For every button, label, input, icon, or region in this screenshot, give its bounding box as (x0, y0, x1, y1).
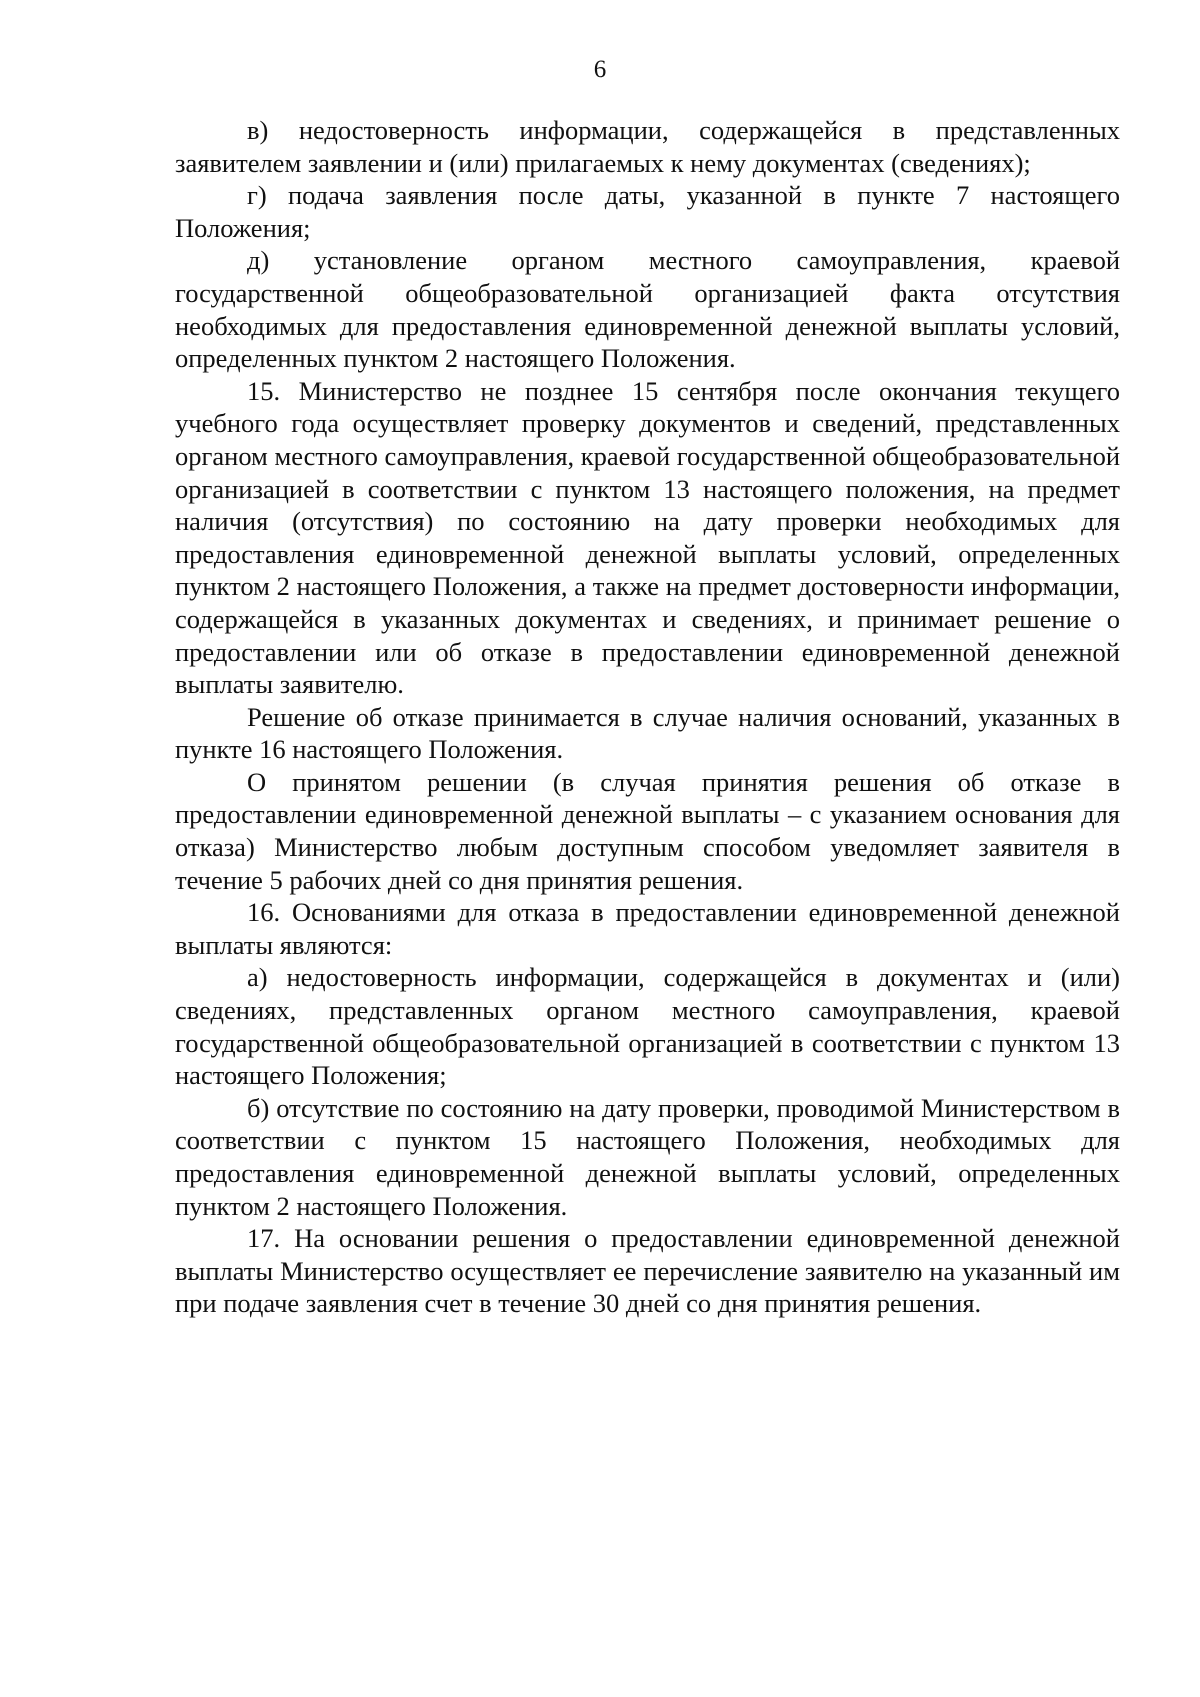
paragraph-refusal-decision: Решение об отказе принимается в случае наличия оснований, указанных в пункте 16 настоящего Положения. (175, 701, 1120, 765)
paragraph-item-b: б) отсутствие по состоянию на дату проверки, проводимой Министерством в соответствии с пунктом 15 настоящего Положения, необходимых для предоставления единовременной денежной выплаты условий, определенных пунктом 2 настоящего Положения. (175, 1092, 1120, 1221)
paragraph-clause-16: 16. Основаниями для отказа в предоставлении единовременной денежной выплаты являются: (175, 897, 1120, 960)
paragraph-clause-17: 17. На основании решения о предоставлении единовременной денежной выплаты Министерство осуществляет ее перечисление заявителю на указанный им при подаче заявления счет в течение 30 дней со дня принятия решения. (175, 1223, 1120, 1319)
paragraph-item-a: а) недостоверность информации, содержащейся в документах и (или) сведениях, представленных органом местного самоуправления, краевой государственной общеобразовательной организацией в соответствии с пунктом 13 настоящего Положения; (175, 962, 1120, 1091)
page-number: 6 (593, 56, 607, 83)
document-body (175, 114, 1120, 1320)
paragraph-item-v: в) недостоверность информации, содержащейся в представленных заявителем заявлении и (или) прилагаемых к нему документах (сведениях); (175, 115, 1120, 178)
paragraph-clause-15: 15. Министерство не позднее 15 сентября после окончания текущего учебного года осуществляет проверку документов и сведений, представленных органом местного самоуправления, краевой государственной общеобразовательной организацией в соответствии с пунктом 13 настоящего положения, на предмет наличия (отсутствия) по состоянию на дату проверки необходимых для предоставления единовременной денежной выплаты условий, определенных пунктом 2 настоящего Положения, а также на предмет достоверности информации, содержащейся в указанных документах и сведениях, и принимает решение о предоставлении или об отказе в предоставлении единовременной денежной выплаты заявителю. (175, 375, 1120, 700)
paragraph-item-g: г) подача заявления после даты, указанной в пункте 7 настоящего Положения; (175, 180, 1120, 243)
paragraph-notification: О принятом решении (в случая принятия решения об отказе в предоставлении единовременной денежной выплаты – с указанием основания для отказа) Министерство любым доступным способом уведомляет заявителя в течение 5 рабочих дней со дня принятия решения. (175, 766, 1120, 895)
paragraph-item-d: д) установление органом местного самоуправления, краевой государственной общеобразовательной организацией факта отсутствия необходимых для предоставления единовременной денежной выплаты условий, определенных пунктом 2 настоящего Положения. (175, 245, 1120, 374)
